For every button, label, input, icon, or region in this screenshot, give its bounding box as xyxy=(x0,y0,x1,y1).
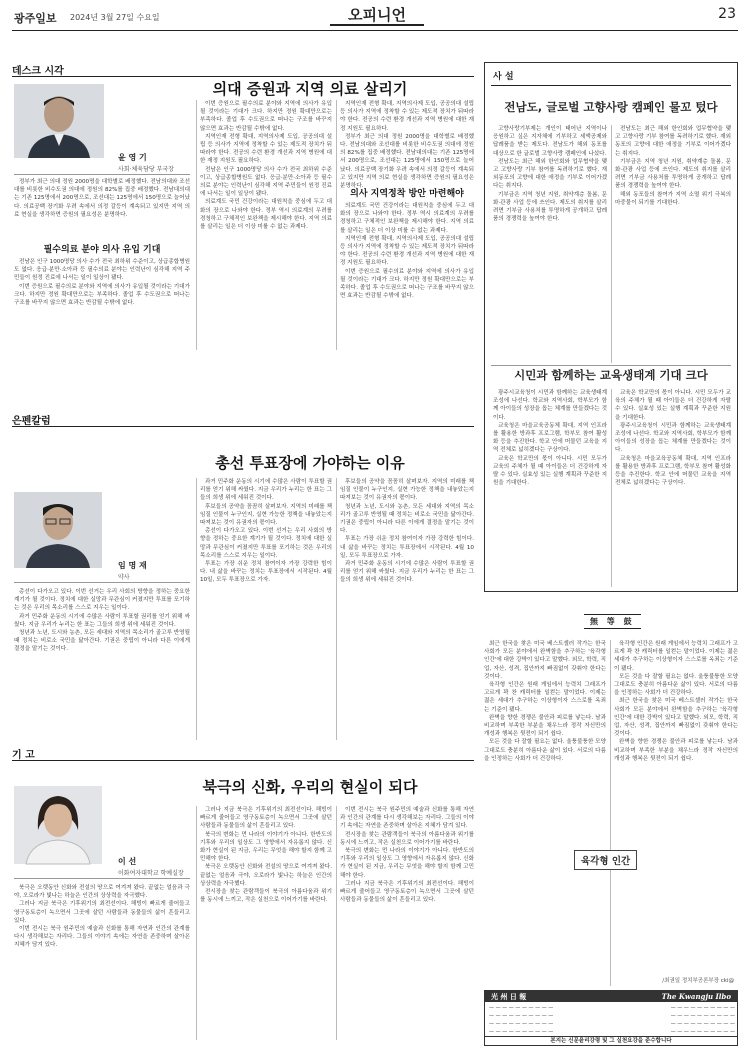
eunpil-author-name: 임 명 재 xyxy=(118,561,147,570)
editorial-paragraph: 전남도는 최근 해외 한인회와 업무협약을 맺고 고향사랑 기부 참여를 독려하기로 했다. 재외동포의 고향에 대한 애정을 기부로 이어가겠다는 취지다. xyxy=(615,126,731,157)
eunpil-title: 총선 투표장에 가야하는 이유 xyxy=(215,454,405,472)
gigo-rule xyxy=(12,760,474,761)
gigo-paragraph: 그러나 지금 북극은 기후위기의 최전선이다. 해빙이 빠르게 줄어들고 영구동토층이 녹으면서 그곳에 살던 사람들과 동물들의 삶이 흔들리고 있다. xyxy=(14,901,190,924)
gigo-paragraph: 전시장을 찾는 관람객들이 북극의 아름다움과 위기를 동시에 느끼고, 작은 실천으로 이어가기를 바란다. xyxy=(340,831,474,846)
eunpil-paragraph: 청년과 노년, 도시와 농촌, 모든 세대와 지역의 목소리가 골고루 반영될 때 정치는 비로소 국민을 닮아간다. 기권은 중립이 아니라 다른 이에게 결정을 맡기는 것이다. xyxy=(14,630,190,653)
eunpil-author-photo xyxy=(14,492,102,568)
eunpil-paragraph: 총선이 다가오고 있다. 이번 선거는 우리 사회의 방향을 정하는 중요한 계기가 될 것이다. 정치에 대한 실망과 무관심이 커졌지만 투표를 포기하는 것은 우리의 목소리를 스스로 지우는 일이다. xyxy=(14,589,190,612)
desk-paragraph: 전남은 인구 1000명당 의사 수가 전국 최하위 수준이고, 상급종합병원도 없다. 응급·분만·소아과 등 필수의료 분야는 인력난이 심각해 지역 주민들이 원정 진료에 나서는 일이 일상이 됐다. xyxy=(200,166,332,198)
desk-subhead-1: 필수의료 분야 의사 유입 기대 xyxy=(43,245,161,255)
mudeunggo-paragraph: 최근 한국을 찾은 미국 베스트셀러 작가는 한국 사회가 모든 분야에서 완벽함을 추구하는 '육각형 인간'에 대한 강박이 있다고 말했다. 외모, 학력, 직업, 자산, 성격, 집안까지 빠짐없이 갖춰야 한다는 것이다. xyxy=(614,698,738,738)
gigo-paragraph: 북극의 변화는 먼 나라의 이야기가 아니다. 한반도의 기후와 우리의 일상도 그 영향에서 자유롭지 않다. 신화가 현실이 된 지금, 우리는 무엇을 해야 할지 함께 고민해야 한다. xyxy=(200,831,332,863)
editorial-title-1: 전남도, 글로벌 고향사랑 캠페인 물꼬 텄다 xyxy=(504,100,718,114)
eunpil-col-2 xyxy=(200,478,332,740)
col-divider xyxy=(336,806,337,1040)
editorial-1-col-2 xyxy=(615,125,731,363)
masthead-en-name: The Kwangju Ilbo xyxy=(661,992,731,1001)
editorial-paragraph: 기부금은 지역 청년 지원, 취약계층 돌봄, 문화·관광 사업 등에 쓰인다. 제도의 취지를 살리려면 기부금 사용처를 투명하게 공개하고 답례품의 경쟁력을 높여야 한다. xyxy=(615,158,731,190)
desk-paragraph: 의료계도 국민 건강이라는 대원칙을 중심에 두고 대화의 장으로 나와야 한다. 정부 역시 의료계의 우려를 경청하고 구체적인 보완책을 제시해야 한다. 지역 의료를 살리는 일은 더 이상 미룰 수 없는 과제다. xyxy=(200,199,332,231)
gigo-author-photo xyxy=(14,786,102,864)
gigo-paragraph: 북극의 변화는 먼 나라의 이야기가 아니다. 한반도의 기후와 우리의 일상도 그 영향에서 자유롭지 않다. 신화가 현실이 된 지금, 우리는 무엇을 해야 할지 함께 고민해야 한다. xyxy=(340,848,474,879)
desk-title: 의대 증원과 지역 의료 살리기 xyxy=(212,80,408,98)
eunpil-byline-rule xyxy=(14,582,190,583)
masthead-row-dash: — — — — — — — — — — xyxy=(670,1021,735,1027)
desk-paragraph: 의료계도 국민 건강이라는 대원칙을 중심에 두고 대화의 장으로 나와야 한다. 정부 역시 의료계의 우려를 경청하고 구체적인 보완책을 제시해야 한다. 지역 의료를 살리는 일은 더 이상 미룰 수 없는 과제다. xyxy=(340,203,474,234)
gigo-byline-rule xyxy=(14,878,190,879)
desk-author-photo xyxy=(14,84,104,158)
masthead-row-dash: — — — — — — — — — — xyxy=(670,1029,735,1035)
eunpil-paragraph: 청년과 노년, 도시와 농촌, 모든 세대와 지역의 목소리가 골고루 반영될 때 정치는 비로소 국민을 닮아간다. 기권은 중립이 아니라 다른 이에게 결정을 맡기는 것이다. xyxy=(340,503,474,535)
col-divider xyxy=(196,478,197,740)
masthead-row-dash: — — — — — — — — — — xyxy=(489,1029,554,1035)
eunpil-author-role: 약사 xyxy=(118,574,130,581)
desk-subhead-2: 의사 지역정착 방안 마련해야 xyxy=(350,189,464,199)
col-divider xyxy=(336,478,337,740)
desk-paragraph: 지역인재 전형 확대, 지역의사제 도입, 공공의대 설립 등 의사가 지역에 정착할 수 있는 제도적 장치가 뒤따라야 한다. 전공의 수련 환경 개선과 지역 병원에 대한 재정 지원도 필요하다. xyxy=(200,133,332,165)
col-divider xyxy=(611,125,612,363)
mudeunggo-paragraph: 최근 한국을 찾은 미국 베스트셀러 작가는 한국 사회가 모든 분야에서 완벽함을 추구하는 '육각형 인간'에 대한 강박이 있다고 말했다. 외모, 학력, 직업, 자산, 성격, 집안까지 빠짐없이 갖춰야 한다는 것이다. xyxy=(484,641,606,680)
editorial-box xyxy=(484,62,738,592)
editorial-paragraph: 광주시교육청이 시민과 함께하는 교육생태계 조성에 나선다. 학교와 지역사회, 학부모가 함께 아이들의 성장을 돕는 체계를 만들겠다는 것이다. xyxy=(615,422,731,454)
masthead-row-dash: — — — — — — — — — — xyxy=(670,1013,735,1019)
masthead-box xyxy=(484,990,738,1046)
masthead-row-dash: — — — — — — — — — — xyxy=(489,1013,554,1019)
editorial-paragraph: 교육은 학교만의 몫이 아니다. 시민 모두가 교육의 주체가 될 때 아이들은 더 건강하게 자랄 수 있다. 실효성 있는 실행 계획과 꾸준한 지원을 기대한다. xyxy=(493,455,607,487)
desk-paragraph: 지역인재 전형 확대, 지역의사제 도입, 공공의대 설립 등 의사가 지역에 정착할 수 있는 제도적 장치가 뒤따라야 한다. 전공의 수련 환경 개선과 지역 병원에 대한 재정 지원도 필요하다. xyxy=(340,101,474,132)
section-title: 오피니언 xyxy=(330,4,424,26)
gigo-author-name: 이 선 xyxy=(118,857,137,866)
desk-col-1 xyxy=(14,178,190,240)
masthead-row xyxy=(489,1029,735,1035)
col-divider xyxy=(196,806,197,1040)
gigo-paragraph: 이번 전시는 북극 원주민의 예술과 신화를 통해 자연과 인간의 관계를 다시 생각해보는 자리다. 그들의 이야기 속에는 자연을 존중하며 살아온 지혜가 담겨 있다. xyxy=(340,807,474,830)
desk-paragraph: 이번 증원으로 필수의료 분야와 지역에 의사가 유입될 것이라는 기대가 크다. 하지만 정원 확대만으로는 부족하다. 졸업 후 수도권으로 떠나는 구조를 바꾸지 않으면 효과는 반감될 수밖에 없다. xyxy=(200,101,332,132)
gigo-author-role: 이화여자대학교 학예실장 xyxy=(118,870,184,877)
editorial-separator xyxy=(491,365,731,366)
gigo-paragraph: 이번 전시는 북극 원주민의 예술과 신화를 통해 자연과 인간의 관계를 다시 생각해보는 자리다. 그들의 이야기 속에는 자연을 존중하며 살아온 지혜가 담겨 있다. xyxy=(14,926,190,949)
masthead-row-dash: — — — — — — — — — — xyxy=(489,1021,554,1027)
col-divider xyxy=(196,100,197,350)
issue-date: 2024년 3월 27일 수요일 xyxy=(70,13,160,22)
mudeunggo-paragraph: 완벽을 향한 경쟁은 불안과 피로를 낳는다. 남과 비교하며 부족한 부분을 채우느라 정작 자신만의 개성과 행복은 뒷전이 되기 쉽다. xyxy=(614,739,738,762)
masthead-row xyxy=(489,1013,735,1019)
mudeunggo-paragraph: 완벽을 향한 경쟁은 불안과 피로를 낳는다. 남과 비교하며 부족한 부분을 채우느라 정작 자신만의 개성과 행복은 뒷전이 되기 쉽다. xyxy=(484,714,606,738)
editorial-1-col-1 xyxy=(493,125,607,363)
desk-col-3b xyxy=(340,202,474,350)
masthead-footer: 본지는 신문윤리강령 및 그 실천요강을 준수합니다 xyxy=(485,1036,737,1045)
eunpil-rule xyxy=(12,426,474,427)
gigo-col-1 xyxy=(14,884,190,1040)
eunpil-paragraph: 투표는 가장 쉬운 정치 참여이자 가장 강력한 힘이다. 내 삶을 바꾸는 정치는 투표장에서 시작된다. 4월 10일, 모두 투표장으로 가자. xyxy=(340,536,474,559)
desk-paragraph: 정부가 최근 의대 정원 2000명을 대학별로 배정했다. 전남의대와 조선대를 비롯한 비수도권 의대에 정원의 82%를 집중 배정했다. 전남대의대는 기존 125명에서 200명으로, 조선대는 125명에서 150명으로 늘어났다. 의료공백 장기화 우려 속에서 의정 갈등이 계속되고 있지만 지역 의료 현실을 생각하면 증원의 필요성은 분명하다. xyxy=(340,133,474,190)
header-rule xyxy=(12,30,738,31)
gigo-label: 기 고 xyxy=(12,750,35,761)
eunpil-paragraph: 후보들의 공약을 꼼꼼히 살펴보자. 지역의 미래를 책임질 인물이 누구인지, 실현 가능한 정책을 내놓았는지 따져보는 것이 유권자의 몫이다. xyxy=(200,503,332,527)
mudeunggo-paragraph: 육각형 인간은 원래 게임에서 능력치 그래프가 고르게 꽉 찬 캐릭터를 일컫는 말이었다. 이제는 젊은 세대가 추구하는 이상형이자 스스로를 옥죄는 기준이 됐다. xyxy=(614,641,738,672)
mudeunggo-paragraph: 육각형 인간은 원래 게임에서 능력치 그래프가 고르게 꽉 찬 캐릭터를 일컫는 말이었다. 이제는 젊은 세대가 추구하는 이상형이자 스스로를 옥죄는 기준이 됐다. xyxy=(484,682,606,713)
editorial-paragraph: 해외 동포들의 참여가 지역 소멸 위기 극복의 마중물이 되기를 기대한다. xyxy=(615,191,731,206)
mudeunggo-byline: /최권일 정치부공론부장 cki@ xyxy=(662,978,734,984)
editorial-paragraph: 고향사랑기부제는 개인이 태어난 지역이나 응원하고 싶은 지자체에 기부하고 세액공제와 답례품을 받는 제도다. 전남도가 해외 동포를 대상으로 한 글로벌 고향사랑 캠페인에 나섰다. xyxy=(493,126,607,157)
gigo-paragraph: 북극은 오랫동안 신화와 전설의 땅으로 여겨져 왔다. 끝없는 얼음과 극야, 오로라가 빛나는 하늘은 인간의 상상력을 자극했다. xyxy=(14,885,190,900)
desk-author-role: 사회·체육담당 부국장 xyxy=(118,166,174,173)
gigo-paragraph: 북극은 오랫동안 신화와 전설의 땅으로 여겨져 왔다. 끝없는 얼음과 극야, 오로라가 빛나는 하늘은 인간의 상상력을 자극했다. xyxy=(200,864,332,887)
masthead-row xyxy=(489,1021,735,1027)
col-divider xyxy=(610,640,611,986)
desk-byline-rule xyxy=(14,174,190,175)
mudeunggo-col-1 xyxy=(484,640,606,986)
desk-paragraph: 정부가 최근 의대 정원 2000명을 대학별로 배정했다. 전남의대와 조선대를 비롯한 비수도권 의대에 정원의 82%를 집중 배정했다. 전남대의대는 기존 125명에서 200명으로, 조선대는 125명에서 150명으로 늘어났다. 의료공백 장기화 우려 속에서 의정 갈등이 계속되고 있지만 지역 의료 현실을 생각하면 증원의 필요성은 분명하다. xyxy=(14,179,190,218)
gigo-paragraph: 그러나 지금 북극은 기후위기의 최전선이다. 해빙이 빠르게 줄어들고 영구동토층이 녹으면서 그곳에 살던 사람들과 동물들의 삶이 흔들리고 있다. xyxy=(340,880,474,904)
gigo-paragraph: 전시장을 찾는 관람객들이 북극의 아름다움과 위기를 동시에 느끼고, 작은 실천으로 이어가기를 바란다. xyxy=(200,889,332,904)
mudeunggo-column xyxy=(484,640,738,986)
masthead-row xyxy=(489,1005,735,1011)
editorial-paragraph: 교육은 학교만의 몫이 아니다. 시민 모두가 교육의 주체가 될 때 아이들은 더 건강하게 자랄 수 있다. 실효성 있는 실행 계획과 꾸준한 지원을 기대한다. xyxy=(615,390,731,421)
col-divider xyxy=(336,100,337,350)
editorial-rule xyxy=(491,85,731,86)
gigo-title: 북극의 신화, 우리의 현실이 되다 xyxy=(202,778,418,796)
desk-col-3 xyxy=(340,100,474,190)
newspaper-logo: 광주일보 xyxy=(14,12,57,25)
eunpil-label: 은펜칼럼 xyxy=(12,416,51,427)
eunpil-paragraph: 과거 민주화 운동의 시기에 수많은 사람이 투표할 권리를 얻기 위해 싸웠다. 지금 우리가 누리는 한 표는 그들의 희생 위에 세워진 것이다. xyxy=(14,613,190,628)
eunpil-paragraph: 투표는 가장 쉬운 정치 참여이자 가장 강력한 힘이다. 내 삶을 바꾸는 정치는 투표장에서 시작된다. 4월 10일, 모두 투표장으로 가자. xyxy=(200,561,332,584)
mudeunggo-badge: 無 等 鼓 xyxy=(584,614,641,629)
gigo-col-2 xyxy=(200,806,332,1040)
desk-author-name: 윤 영 기 xyxy=(118,153,147,162)
desk-paragraph: 이번 증원으로 필수의료 분야와 지역에 의사가 유입될 것이라는 기대가 크다. 하지만 정원 확대만으로는 부족하다. 졸업 후 수도권으로 떠나는 구조를 바꾸지 않으면 효과는 반감될 수밖에 없다. xyxy=(14,283,190,307)
col-divider xyxy=(611,389,612,587)
desk-rule xyxy=(12,76,474,77)
editorial-2-col-2 xyxy=(615,389,731,587)
eunpil-paragraph: 과거 민주화 운동의 시기에 수많은 사람이 투표할 권리를 얻기 위해 싸웠다. 지금 우리가 누리는 한 표는 그들의 희생 위에 세워진 것이다. xyxy=(200,479,332,502)
page-number: 23 xyxy=(718,6,736,22)
masthead-row-dash: — — — — — — — — — — xyxy=(670,1005,735,1011)
editorial-paragraph: 기부금은 지역 청년 지원, 취약계층 돌봄, 문화·관광 사업 등에 쓰인다. 제도의 취지를 살리려면 기부금 사용처를 투명하게 공개하고 답례품의 경쟁력을 높여야 한다. xyxy=(493,191,607,223)
masthead-name: 光 州 日 報 xyxy=(491,992,527,1001)
eunpil-paragraph: 과거 민주화 운동의 시기에 수많은 사람이 투표할 권리를 얻기 위해 싸웠다. 지금 우리가 누리는 한 표는 그들의 희생 위에 세워진 것이다. xyxy=(340,561,474,584)
desk-label: 데스크 시각 xyxy=(12,66,64,77)
desk-paragraph: 이번 증원으로 필수의료 분야와 지역에 의사가 유입될 것이라는 기대가 크다. 하지만 정원 확대만으로는 부족하다. 졸업 후 수도권으로 떠나는 구조를 바꾸지 않으면 효과는 반감될 수밖에 없다. xyxy=(340,268,474,300)
desk-col-2 xyxy=(200,100,332,350)
editorial-paragraph: 광주시교육청이 시민과 함께하는 교육생태계 조성에 나선다. 학교와 지역사회, 학부모가 함께 아이들의 성장을 돕는 체계를 만들겠다는 것이다. xyxy=(493,390,607,421)
desk-col-1b xyxy=(14,258,190,350)
editorial-paragraph: 전남도는 최근 해외 한인회와 업무협약을 맺고 고향사랑 기부 참여를 독려하기로 했다. 재외동포의 고향에 대한 애정을 기부로 이어가겠다는 취지다. xyxy=(493,158,607,190)
mudeunggo-col-2 xyxy=(614,640,738,970)
eunpil-paragraph: 후보들의 공약을 꼼꼼히 살펴보자. 지역의 미래를 책임질 인물이 누구인지, 실현 가능한 정책을 내놓았는지 따져보는 것이 유권자의 몫이다. xyxy=(340,479,474,502)
mudeunggo-box-title: 육각형 인간 xyxy=(574,850,637,870)
eunpil-paragraph: 총선이 다가오고 있다. 이번 선거는 우리 사회의 방향을 정하는 중요한 계기가 될 것이다. 정치에 대한 실망과 무관심이 커졌지만 투표를 포기하는 것은 우리의 목소리를 스스로 지우는 일이다. xyxy=(200,528,332,559)
page-header xyxy=(0,0,750,32)
mudeunggo-paragraph: 모든 것을 다 잘할 필요는 없다. 울퉁불퉁한 모양 그대로도 충분히 아름다운 삶이 있다. 서로의 다름을 인정하는 사회가 더 건강하다. xyxy=(614,673,738,697)
desk-paragraph: 지역인재 전형 확대, 지역의사제 도입, 공공의대 설립 등 의사가 지역에 정착할 수 있는 제도적 장치가 뒤따라야 한다. 전공의 수련 환경 개선과 지역 병원에 대한 재정 지원도 필요하다. xyxy=(340,235,474,267)
editorial-paragraph: 교육청은 마을교육공동체 확대, 지역 인프라를 활용한 방과후 프로그램, 학부모 참여 활성화 등을 추진한다. 학교 안에 머물던 교육을 지역 전체로 넓히겠다는 구상이다. xyxy=(615,455,731,487)
desk-paragraph: 전남은 인구 1000명당 의사 수가 전국 최하위 수준이고, 상급종합병원도 없다. 응급·분만·소아과 등 필수의료 분야는 인력난이 심각해 지역 주민들이 원정 진료에 나서는 일이 일상이 됐다. xyxy=(14,259,190,282)
gigo-col-3 xyxy=(340,806,474,1040)
gigo-paragraph: 그러나 지금 북극은 기후위기의 최전선이다. 해빙이 빠르게 줄어들고 영구동토층이 녹으면서 그곳에 살던 사람들과 동물들의 삶이 흔들리고 있다. xyxy=(200,807,332,830)
masthead-bar xyxy=(485,991,737,1002)
mudeunggo-paragraph: 모든 것을 다 잘할 필요는 없다. 울퉁불퉁한 모양 그대로도 충분히 아름다운 삶이 있다. 서로의 다름을 인정하는 사회가 더 건강하다. xyxy=(484,739,606,762)
masthead-row-dash: — — — — — — — — — — xyxy=(489,1005,554,1011)
editorial-title-2: 시민과 함께하는 교육생태계 기대 크다 xyxy=(514,368,708,382)
editorial-2-col-1 xyxy=(493,389,607,587)
eunpil-col-1 xyxy=(14,588,190,740)
editorial-paragraph: 교육청은 마을교육공동체 확대, 지역 인프라를 활용한 방과후 프로그램, 학부모 참여 활성화 등을 추진한다. 학교 안에 머물던 교육을 지역 전체로 넓히겠다는 구상이다. xyxy=(493,422,607,454)
eunpil-col-3 xyxy=(340,478,474,740)
editorial-tag: 사 설 xyxy=(493,72,514,82)
